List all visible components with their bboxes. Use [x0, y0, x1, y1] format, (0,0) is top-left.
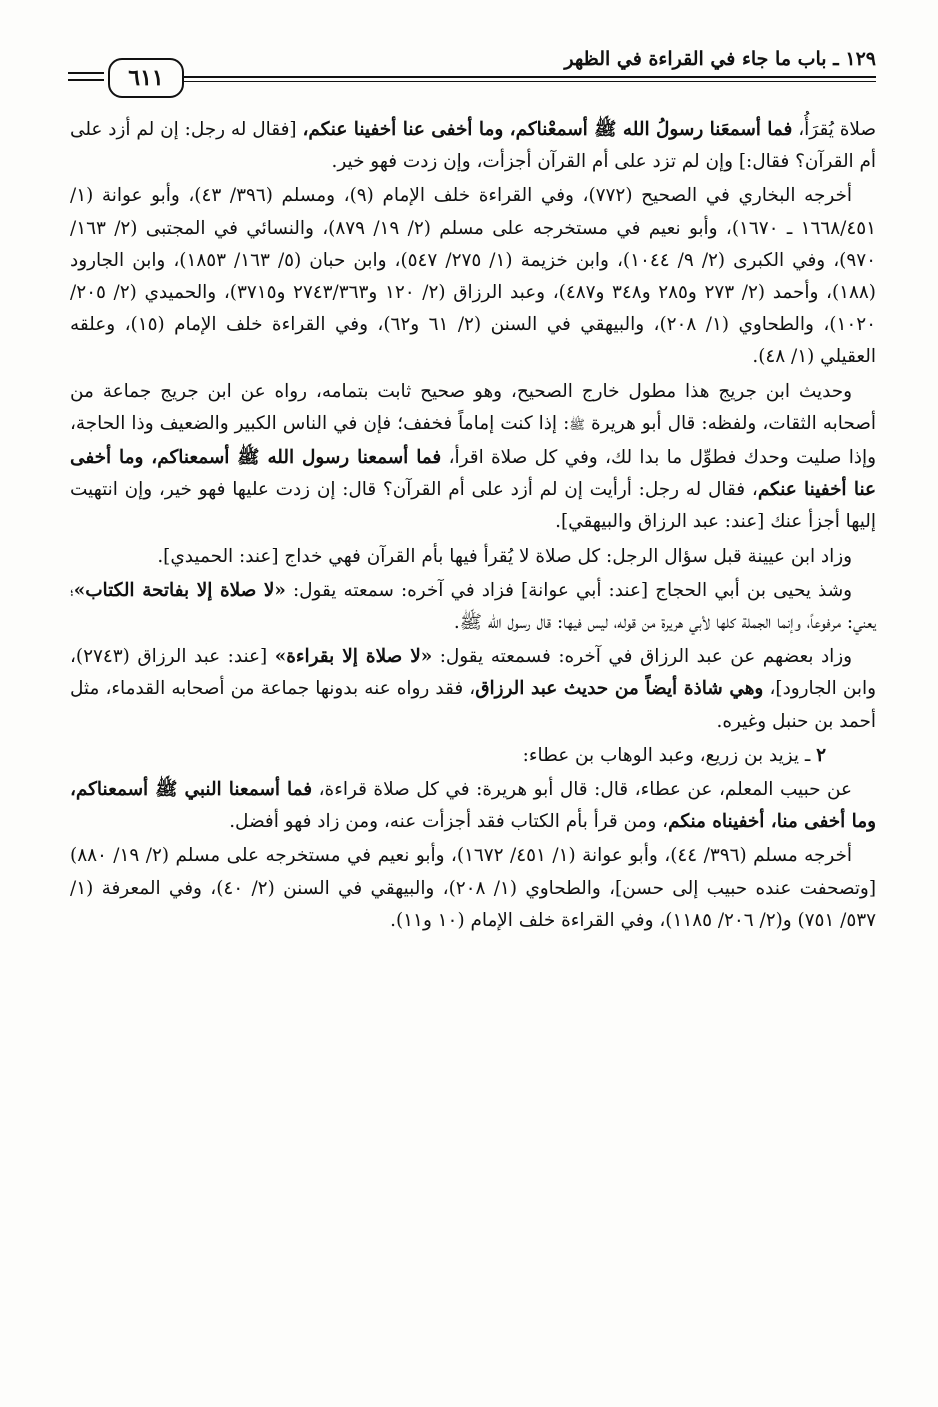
text-segment: [عند: عبد الرزاق (٢٧٤٣)، وابن الجارود]، [70, 646, 876, 700]
text-segment: ـ يزيد بن زريع، وعبد الوهاب بن عطاء: [522, 744, 817, 766]
text-segment: ، ومن قرأ بأم الكتاب فقد أجزأت عنه، ومن زاد فهو أفضل. [229, 811, 669, 833]
header-rule [180, 76, 876, 78]
text-segment: [فقال له رجل: إن لم أزد على أم القرآن؟ فقال:] وإن لم تزد على أم القرآن أجزأت، وإن زدت فهو خير. [70, 119, 876, 173]
bold-text: «لا صلاة إلا بفاتحة الكتاب» [73, 579, 286, 601]
bold-text: وهي شاذة أيضاً من حديث عبد الرزاق [475, 678, 764, 700]
page-header [68, 40, 876, 100]
paragraph [70, 376, 876, 539]
header-rule-thin [180, 81, 876, 82]
bold-text: فما أسمعنا النبي ﷺ أسمعناكم، وما أخفى منا، أخفيناه منكم [70, 779, 876, 833]
text-segment: وحديث ابن جريج هذا مطول خارج الصحيح، وهو صحيح ثابت بتمامه، رواه عن ابن جريج جماعة من أصحابه الثقات، ولفظه: قال أبو هريرة [70, 380, 876, 434]
text-segment: ، فقال له رجل: أرأيت إن لم أزد على أم القرآن؟ قال: إن زدت عليها فهو خير، وإن انتهيت إليها أجزأ عنك [عند: عبد الرزاق والبيهقي]. [70, 479, 876, 533]
paragraph [70, 575, 876, 639]
bold-text: فما أسمعَنا رسولُ الله ﷺ أسمعْناكم، وما أخفى عنا أخفينا عنكم، [302, 119, 793, 140]
text-segment: أخرجه مسلم (٣٩٦/ ٤٤)، وأبو عوانة (١/ ٤٥١/ ١٦٧٢)، وأبو نعيم في مستخرجه على مسلم (٢/ ١٩/ ٨٨٠) [وتصحفت عنده حبيب إلى حسن]، والطحاوي (١/ ٢٠٨)، والبيهقي في السنن (٢/ ٤٠)، وفي المعرفة (١/ ٥٣٧/ ٧٥١) و(٢/ ٢٠٦/ ١١٨٥)، وفي القراءة خلف الإمام (١٠ و١١). [70, 845, 876, 931]
chapter-title: ١٢٩ ـ باب ما جاء في القراءة في الظهر [564, 48, 876, 70]
paragraph [70, 641, 876, 738]
text-segment: أخرجه البخاري في الصحيح (٧٧٢)، وفي القراءة خلف الإمام (٩)، ومسلم (٣٩٦/ ٤٣)، وأبو عوانة (١/ ١٦٦٨/٤٥١ ـ ١٦٧٠)، وأبو نعيم في مستخرجه على مسلم (٢/ ١٩/ ٨٧٩)، والنسائي في المجتبى (٢/ ١٦٣/ ٩٧٠)، وفي الكبرى (٢/ ٩/ ١٠٤٤)، وابن خزيمة (١/ ٢٧٥/ ٥٤٧)، وابن حبان (٥/ ١٦٣/ ١٨٥٣)، وابن الجارود (١٨٨)، وأحمد (٢/ ٢٧٣ و٢٨٥ و٣٤٨ و٤٨٧)، وعبد الرزاق (٢/ ١٢٠ و٢٧٤٣/٣٦٣ و٣٧١٥)، والحميدي (٢/ ٢٠٥/ ١٠٢٠)، والطحاوي (١/ ٢٠٨)، والبيهقي في السنن (٢/ ٦١ و٦٢)، وفي القراءة خلف الإمام (١٥)، وعلقه العقيلي (١/ ٤٨). [70, 185, 876, 368]
paragraph [70, 774, 876, 838]
page-number-frame [108, 58, 184, 98]
text-segment: ؛ يعني: مرفوعاً، وإنما الجملة كلها لأبي هريرة من قوله، ليس فيها: قال رسول الله ﷺ. [70, 579, 876, 634]
paragraph [70, 541, 876, 573]
paragraph [70, 840, 876, 937]
paragraph [70, 114, 876, 178]
bold-text: «لا صلاة إلا بقراءة» [274, 646, 433, 668]
page-number: ٦١١ [128, 65, 164, 91]
ornament-rules [68, 72, 104, 86]
text-segment: وشذ يحيى بن أبي الحجاج [عند: أبي عوانة] فزاد في آخره: سمعته يقول: [285, 579, 852, 601]
text-segment: عن حبيب المعلم، عن عطاء، قال: قال أبو هريرة: في كل صلاة قراءة، [312, 779, 853, 801]
text-segment: وزاد ابن عيينة قبل سؤال الرجل: كل صلاة لا يُقرأ فيها بأم القرآن فهي خداج [عند: الحميدي]. [157, 545, 852, 567]
page-body [70, 114, 876, 939]
bold-text: ٢ [816, 744, 826, 766]
text-segment: وزاد بعضهم عن عبد الرزاق في آخره: فسمعته يقول: [432, 646, 853, 668]
paragraph [70, 180, 876, 373]
text-segment: ﷺ [569, 417, 585, 433]
text-segment: ، فقد رواه عنه بدونها جماعة من أصحابه القدماء، مثل أحمد بن حنبل وغيره. [70, 678, 876, 732]
text-segment: صلاة يُقرَأُ، [792, 119, 876, 140]
bold-text: فما أسمعنا رسول الله ﷺ أسمعناكم، وما أخفى عنا أخفينا عنكم [70, 447, 876, 501]
paragraph [70, 740, 876, 772]
text-segment: : إذا كنت إماماً فخفف؛ فإن في الناس الكبير والضعيف وذا الحاجة، وإذا صليت وحدك فطوِّل ما بدا لك، وفي كل صلاة اقرأ، [70, 412, 876, 469]
